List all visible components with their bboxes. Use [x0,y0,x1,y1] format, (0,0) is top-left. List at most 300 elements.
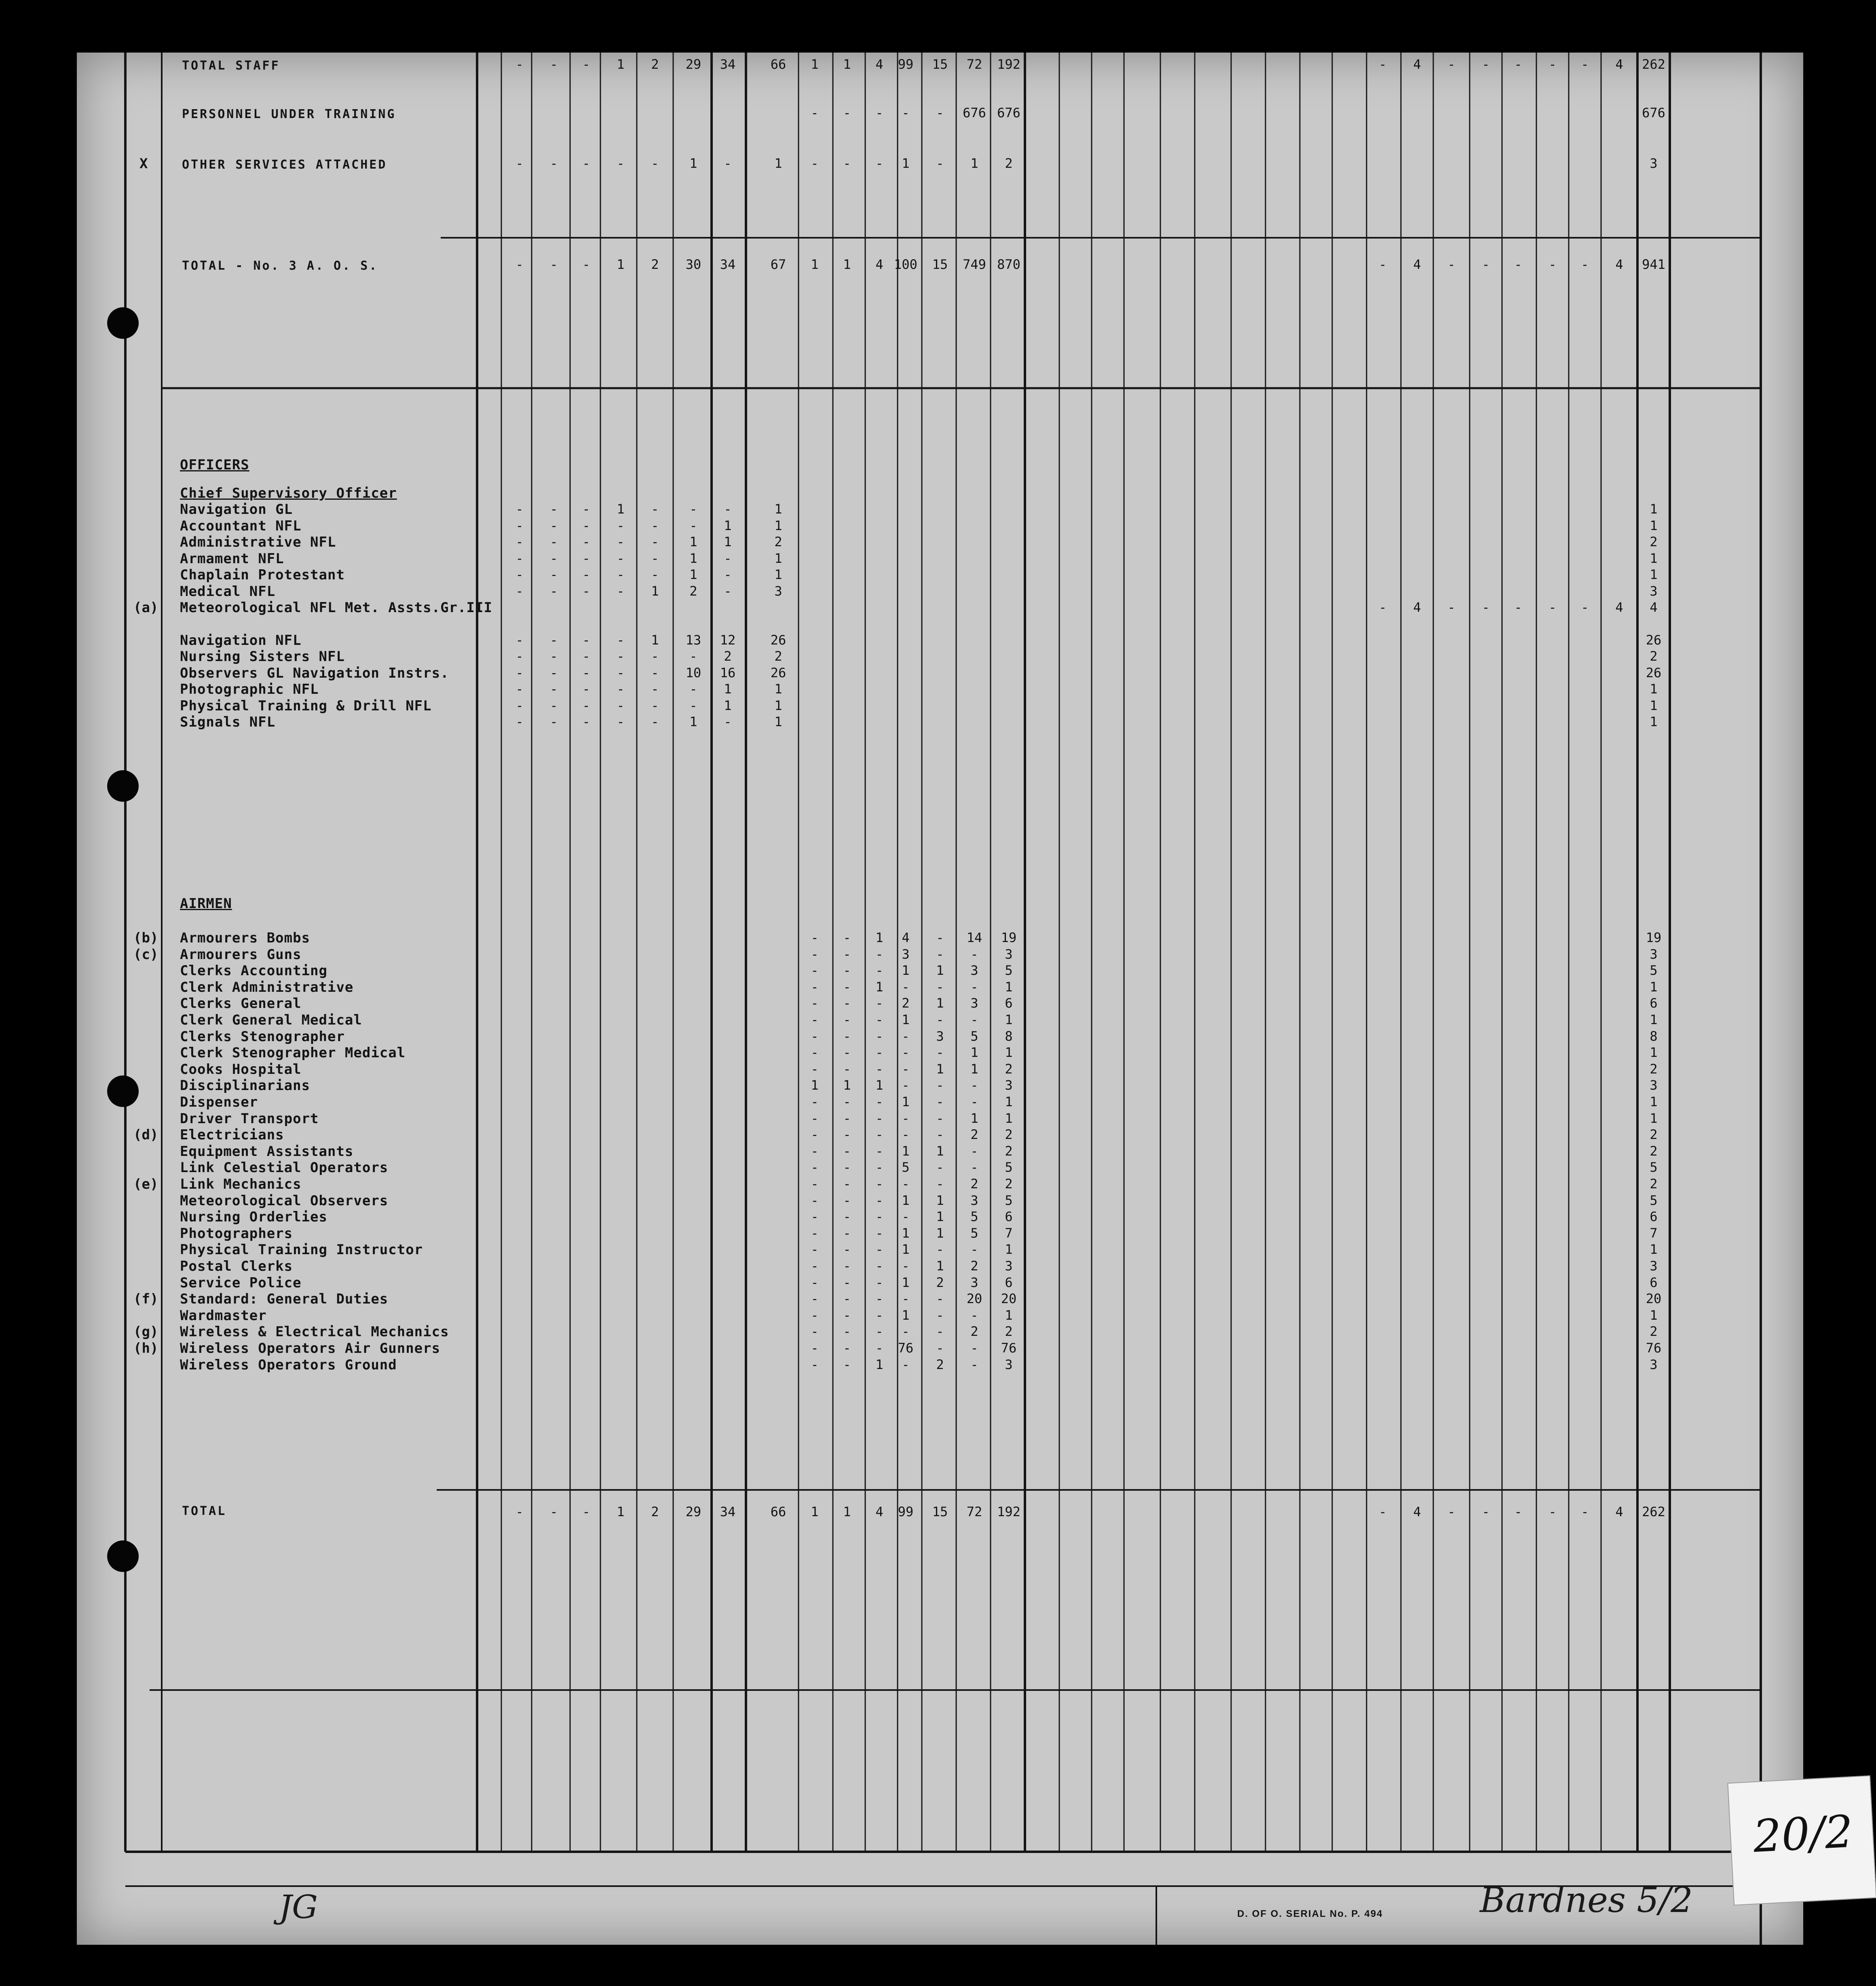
table-cell: - [724,501,732,517]
table-cell: 4 [1615,257,1623,272]
table-cell: - [515,156,524,171]
table-cell: - [811,1324,819,1339]
table-cell: - [515,534,524,549]
table-cell: 1 [1005,1242,1013,1257]
table-cell: - [936,1160,944,1175]
table-cell: - [902,1209,910,1225]
table-cell: - [1549,600,1557,615]
table-cell: 6 [1005,1209,1013,1225]
row-label: Administrative NFL [180,534,336,550]
row-total: 20 [1646,1291,1662,1307]
table-cell: - [550,665,558,680]
table-cell: 1 [1005,979,1013,995]
table-cell: - [515,649,524,664]
table-cell: - [550,1504,558,1519]
table-cell: - [651,501,659,517]
table-cell: - [582,257,590,272]
table-cell: 4 [875,257,883,272]
table-cell: - [582,697,590,713]
table-cell: 4 [875,57,883,72]
table-cell: 5 [902,1160,910,1175]
table-cell: - [875,1324,883,1339]
row-label: Signals NFL [180,714,276,730]
table-cell: - [1549,57,1557,72]
table-cell: - [1514,600,1522,615]
table-cell: - [724,583,732,599]
table-cell: - [651,518,659,533]
table-cell: 1 [875,1078,883,1093]
table-cell: 76 [1001,1340,1017,1356]
table-cell: 4 [902,930,910,945]
table-cell: - [875,1291,883,1307]
table-cell: 941 [1642,257,1665,272]
section-subheading: Chief Supervisory Officer [180,485,397,501]
table-cell: 2 [1005,1176,1013,1192]
table-cell: - [515,550,524,566]
table-cell: - [902,1061,910,1077]
table-cell: - [582,518,590,533]
table-cell: 749 [963,257,986,272]
table-cell: - [902,1045,910,1061]
table-cell: - [689,681,697,697]
table-cell: - [875,1160,883,1175]
row-label: Medical NFL [180,583,276,600]
table-cell: - [811,1274,819,1290]
table-cell: - [875,963,883,978]
table-cell: - [936,105,944,120]
page-number-stamp [1727,1775,1876,1906]
table-cell: - [550,550,558,566]
table-cell: - [843,1176,851,1192]
table-cell: 34 [720,57,736,72]
table-cell: - [811,1160,819,1175]
row-total: 1 [1650,1110,1658,1126]
table-cell: 2 [902,995,910,1011]
table-cell: 6 [1005,1274,1013,1290]
table-cell: 1 [689,550,697,566]
table-cell: 1 [902,1094,910,1109]
table-cell: - [617,534,625,549]
table-cell: 2 [970,1324,978,1339]
row-label: Photographers [180,1225,293,1242]
table-cell: 19 [1001,930,1017,945]
table-cell: - [970,1340,978,1356]
table-cell: 15 [932,1504,948,1519]
row-total: 3 [1650,946,1658,962]
table-cell: 1 [651,583,659,599]
table-cell: - [902,1324,910,1339]
table-cell: - [970,946,978,962]
table-cell: 1 [936,1143,944,1159]
table-cell: - [970,979,978,995]
table-cell: - [843,995,851,1011]
table-cell: - [875,1012,883,1027]
row-total: 2 [1650,1324,1658,1339]
table-cell: - [651,649,659,664]
table-cell: - [970,1012,978,1027]
table-cell: - [936,1307,944,1323]
signature: Bardnes 5/2 [1480,1880,1693,1921]
table-cell: - [875,1258,883,1274]
table-cell: 1 [902,1012,910,1027]
table-cell: - [515,501,524,517]
table-cell: - [843,1340,851,1356]
table-cell: 72 [966,57,982,72]
row-total: 1 [1650,697,1658,713]
row-label: Armament NFL [180,550,284,567]
row-total: 26 [1646,632,1662,648]
table-cell: - [902,1291,910,1307]
table-cell: - [651,697,659,713]
table-cell: - [582,567,590,582]
table-cell: - [724,567,732,582]
table-cell: 1 [774,156,782,171]
table-cell: 676 [1642,105,1665,120]
table-cell: - [515,697,524,713]
row-label: Nursing Sisters NFL [180,649,345,665]
table-cell: 26 [770,632,786,648]
table-cell: 1 [936,1209,944,1225]
row-note: (a) [133,600,158,616]
table-cell: 870 [997,257,1020,272]
table-cell: - [515,714,524,729]
table-cell: - [843,946,851,962]
document-sheet [77,53,1855,1945]
table-cell: - [902,1110,910,1126]
table-cell: 5 [970,1209,978,1225]
row-total: 2 [1650,1176,1658,1192]
table-cell: 1 [617,1504,625,1519]
table-cell: - [875,946,883,962]
table-cell: 676 [997,105,1020,120]
row-total: 76 [1646,1340,1662,1356]
table-cell: - [811,1012,819,1027]
table-cell: 1 [936,1258,944,1274]
table-cell: - [1581,1504,1589,1519]
section-heading: AIRMEN [180,896,232,912]
row-label: Disciplinarians [180,1078,311,1094]
table-cell: 1 [970,1061,978,1077]
row-label: Link Celestial Operators [180,1160,389,1176]
row-total: 3 [1650,1078,1658,1093]
table-cell: 1 [936,1061,944,1077]
table-cell: - [1447,1504,1456,1519]
table-cell: - [875,1176,883,1192]
table-cell: - [902,1258,910,1274]
table-cell: - [617,681,625,697]
table-cell: - [843,1356,851,1372]
table-cell: - [843,1110,851,1126]
row-label: Navigation NFL [180,632,302,649]
table-cell: 1 [689,156,697,171]
table-cell: 3 [970,1192,978,1208]
table-cell: - [550,583,558,599]
table-cell: - [970,1307,978,1323]
table-cell: - [1581,257,1589,272]
table-cell: - [651,534,659,549]
table-cell: - [936,1045,944,1061]
table-cell: - [811,1192,819,1208]
table-cell: 1 [902,1242,910,1257]
table-cell: 1 [843,1078,851,1093]
table-cell: - [811,105,819,120]
table-cell: - [1447,600,1456,615]
table-cell: 3 [902,946,910,962]
table-cell: - [875,1242,883,1257]
table-cell: 192 [997,57,1020,72]
table-cell: 1 [875,930,883,945]
table-cell: - [582,681,590,697]
table-cell: 4 [1413,600,1421,615]
row-total: 2 [1650,649,1658,664]
table-cell: - [875,105,883,120]
table-cell: - [875,1028,883,1044]
row-label: Service Police [180,1274,302,1291]
row-label: Equipment Assistants [180,1143,354,1160]
table-cell: 12 [720,632,736,648]
table-cell: - [811,1209,819,1225]
table-cell: - [902,1078,910,1093]
table-cell: - [875,1192,883,1208]
row-label: Electricians [180,1127,284,1143]
table-cell: 3 [1005,946,1013,962]
table-cell: 15 [932,57,948,72]
table-cell: - [970,1143,978,1159]
table-cell: 34 [720,257,736,272]
table-cell: - [811,1356,819,1372]
row-total: 1 [1650,1045,1658,1061]
table-cell: - [582,156,590,171]
table-cell: - [550,649,558,664]
row-label: TOTAL STAFF [182,59,280,73]
table-cell: 20 [1001,1291,1017,1307]
table-cell: 13 [685,632,701,648]
table-cell: 262 [1642,1504,1665,1519]
table-cell: - [515,257,524,272]
table-cell: 1 [1005,1110,1013,1126]
table-cell: - [936,1176,944,1192]
table-cell: 2 [936,1274,944,1290]
table-cell: - [811,1291,819,1307]
row-note: (h) [133,1340,158,1356]
table-cell: - [515,632,524,648]
table-cell: - [1379,600,1387,615]
row-label: Dispenser [180,1094,258,1110]
table-cell: 1 [774,681,782,697]
table-cell: 26 [770,665,786,680]
table-cell: - [1447,57,1456,72]
table-cell: 2 [1005,1324,1013,1339]
table-cell: 3 [1650,156,1658,171]
table-cell: - [843,963,851,978]
table-cell: - [843,1225,851,1241]
table-cell: 4 [1615,600,1623,615]
table-cell: - [651,714,659,729]
table-cell: - [1514,57,1522,72]
table-cell: 5 [970,1028,978,1044]
table-cell: - [875,1127,883,1143]
table-cell: 676 [963,105,986,120]
table-cell: - [724,714,732,729]
table-cell: 1 [936,1192,944,1208]
table-cell: 2 [651,57,659,72]
table-cell: 1 [617,257,625,272]
table-cell: - [651,550,659,566]
table-cell: 99 [898,1504,914,1519]
table-cell: - [811,1307,819,1323]
table-cell: 3 [936,1028,944,1044]
row-total: 6 [1650,1209,1658,1225]
table-cell: - [550,567,558,582]
table-cell: 1 [902,963,910,978]
row-total: 3 [1650,583,1658,599]
table-cell: 1 [724,697,732,713]
row-total: 2 [1650,1143,1658,1159]
row-total: 1 [1650,1307,1658,1323]
table-cell: 20 [966,1291,982,1307]
row-total: 1 [1650,501,1658,517]
table-cell: 2 [774,649,782,664]
table-cell: - [936,1324,944,1339]
table-cell: - [936,1110,944,1126]
table-cell: 3 [970,1274,978,1290]
table-cell: - [875,1143,883,1159]
table-cell: - [936,979,944,995]
table-cell: - [689,518,697,533]
table-cell: - [875,1061,883,1077]
row-total: 5 [1650,963,1658,978]
table-cell: - [843,1160,851,1175]
table-cell: 67 [770,257,786,272]
table-cell: - [970,1078,978,1093]
row-label: Driver Transport [180,1110,319,1127]
table-cell: - [843,1209,851,1225]
table-cell: 192 [997,1504,1020,1519]
table-cell: - [936,1078,944,1093]
table-cell: - [582,632,590,648]
table-cell: - [970,1356,978,1372]
table-cell: 99 [898,57,914,72]
table-cell: - [936,1291,944,1307]
row-note: (d) [133,1127,158,1143]
table-cell: - [689,501,697,517]
stamp-text: 20/2 [1751,1805,1855,1863]
row-total: 1 [1650,1094,1658,1109]
table-cell: 29 [685,57,701,72]
table-cell: - [902,979,910,995]
table-cell: - [651,567,659,582]
table-cell: 3 [774,583,782,599]
table-cell: 30 [685,257,701,272]
row-total: 2 [1650,1061,1658,1077]
table-cell: - [811,1028,819,1044]
table-cell: - [651,681,659,697]
table-cell: - [1482,57,1490,72]
table-cell: - [515,665,524,680]
table-cell: 5 [1005,963,1013,978]
table-cell: 2 [724,649,732,664]
table-cell: - [936,1340,944,1356]
table-cell: 1 [875,1356,883,1372]
table-cell: - [582,665,590,680]
table-cell: - [550,697,558,713]
row-note: (c) [133,946,158,963]
row-total: 1 [1650,1242,1658,1257]
row-label: Armourers Bombs [180,930,311,946]
table-cell: - [875,1209,883,1225]
table-cell: - [724,156,732,171]
row-label: Chaplain Protestant [180,567,345,583]
table-cell: - [617,697,625,713]
row-total: 6 [1650,995,1658,1011]
table-cell: - [617,649,625,664]
row-label: Clerk Administrative [180,979,354,995]
table-cell: - [843,1143,851,1159]
table-cell: - [811,930,819,945]
row-note: (g) [133,1324,158,1340]
table-cell: 1 [970,1045,978,1061]
table-cell: 1 [724,681,732,697]
table-cell: 1 [724,534,732,549]
table-cell: - [582,583,590,599]
table-cell: - [811,1045,819,1061]
table-cell: 3 [1005,1078,1013,1093]
row-total: 2 [1650,1127,1658,1143]
table-cell: - [875,156,883,171]
table-cell: - [936,1012,944,1027]
table-cell: 2 [651,1504,659,1519]
punch-hole [107,1075,139,1107]
table-cell: - [515,1504,524,1519]
table-cell: 1 [811,257,819,272]
table-cell: - [689,697,697,713]
table-cell: 2 [1005,1143,1013,1159]
table-cell: 1 [617,501,625,517]
table-cell: - [843,1127,851,1143]
table-cell: - [1581,57,1589,72]
table-cell: - [811,1340,819,1356]
table-cell: - [617,550,625,566]
table-cell: 4 [1413,1504,1421,1519]
table-cell: 1 [774,714,782,729]
table-cell: - [1482,1504,1490,1519]
table-cell: 4 [875,1504,883,1519]
row-total: 1 [1650,518,1658,533]
row-label: Wireless Operators Ground [180,1356,397,1373]
table-cell: 3 [970,963,978,978]
table-cell: - [1514,1504,1522,1519]
table-cell: 2 [970,1176,978,1192]
row-label: Clerks Stenographer [180,1028,345,1045]
table-cell: - [651,156,659,171]
table-cell: - [811,946,819,962]
table-cell: - [843,1307,851,1323]
table-cell: - [970,1160,978,1175]
row-label: Meteorological NFL Met. Assts.Gr.III [180,600,492,616]
table-cell: 1 [936,963,944,978]
table-cell: 1 [902,1143,910,1159]
table-cell: 1 [811,57,819,72]
punch-hole [107,770,139,802]
table-cell: - [811,156,819,171]
table-cell: - [1447,257,1456,272]
row-label: Postal Clerks [180,1258,293,1274]
table-cell: - [550,57,558,72]
table-cell: - [617,583,625,599]
row-total: 7 [1650,1225,1658,1241]
row-label: Accountant NFL [180,518,302,534]
table-cell: - [843,156,851,171]
